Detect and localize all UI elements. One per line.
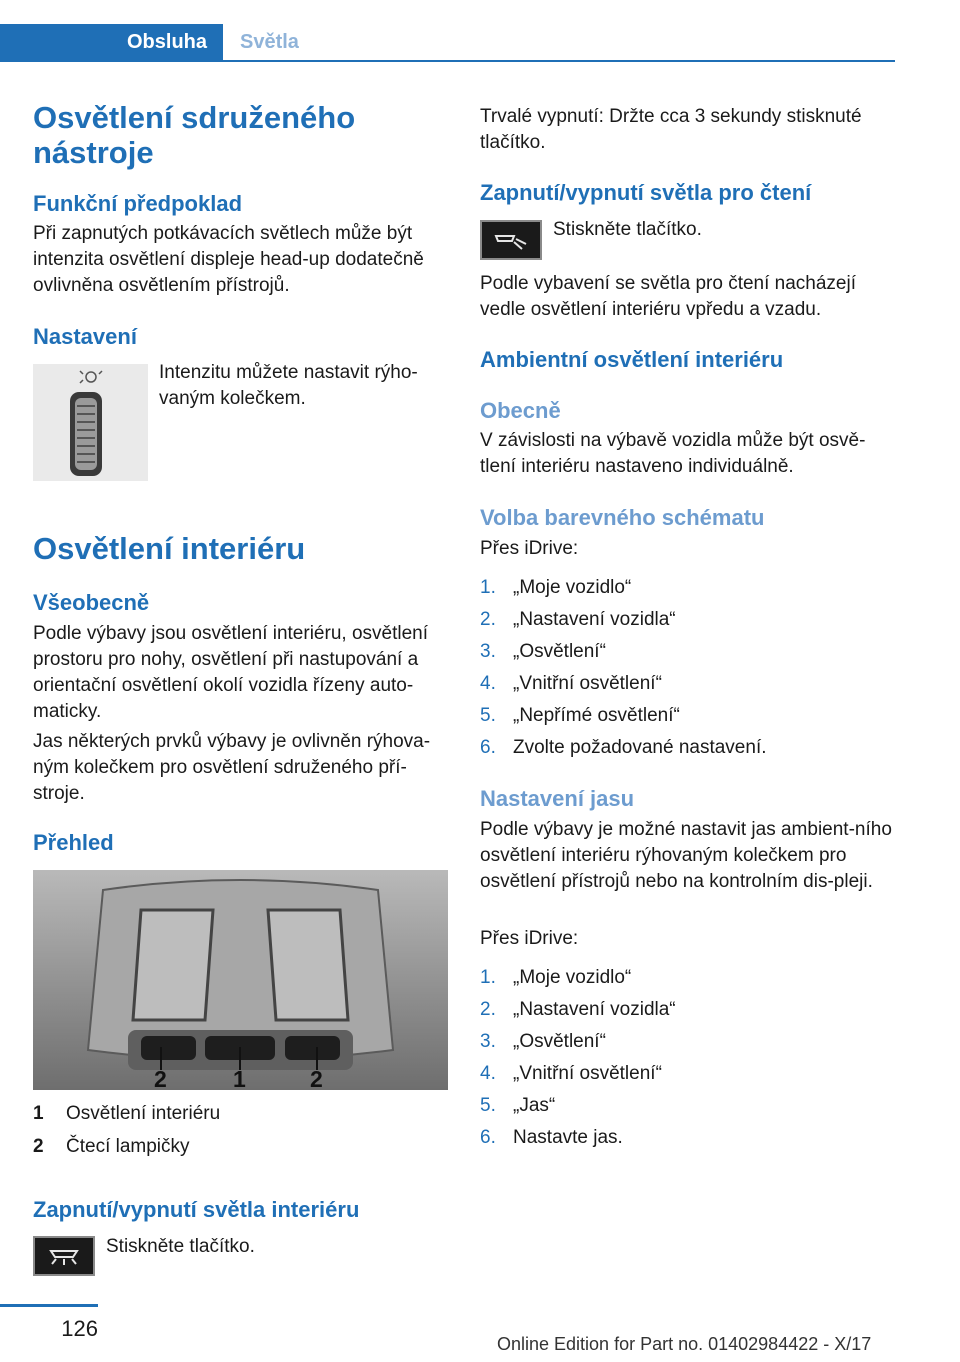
- step-text: Zvolte požadované nastavení.: [513, 737, 767, 758]
- heading-generally: Obecně: [480, 398, 561, 423]
- text-reading-location: Podle vybavení se světla pro čtení nacházejí vedle osvětlení interiéru vpředu a vzadu.: [480, 273, 857, 320]
- thumbwheel-figure: [33, 364, 148, 481]
- step-text: „Nepřímé osvětlení“: [513, 705, 680, 726]
- step-text: Nastavte jas.: [513, 1127, 623, 1148]
- tab-underline: [0, 60, 895, 62]
- list-item: [480, 572, 767, 604]
- list-item: [480, 1122, 676, 1154]
- step-num: 1.: [480, 577, 496, 598]
- tab-svetla[interactable]: Světla: [240, 30, 299, 53]
- heading-reading-light: Zapnutí/vypnutí světla pro čtení: [480, 180, 812, 205]
- legend-item: [33, 1130, 220, 1163]
- list-item: [480, 994, 676, 1026]
- text-toggle-interior: Stiskněte tlačítko.: [106, 1236, 255, 1257]
- step-text: „Jas“: [513, 1095, 556, 1116]
- step-text: „Osvětlení“: [513, 641, 606, 662]
- heading-setting: Nastavení: [33, 324, 137, 349]
- page-number: 126: [61, 1316, 98, 1341]
- step-num: 6.: [480, 1127, 496, 1148]
- heading-overview: Přehled: [33, 830, 114, 855]
- list-item: [480, 1058, 676, 1090]
- list-item: [480, 962, 676, 994]
- step-text: „Nastavení vozidla“: [513, 999, 676, 1020]
- thumbwheel-icon: [33, 364, 148, 481]
- list-item: [480, 732, 767, 764]
- step-num: 1.: [480, 967, 496, 988]
- step-num: 2.: [480, 999, 496, 1020]
- step-text: „Moje vozidlo“: [513, 967, 632, 988]
- page-number-bar: [0, 1304, 98, 1307]
- text-general-1: Podle výbavy jsou osvětlení interiéru, osvětlení prostoru pro nohy, osvětlení při nastupování a orientační osvětlení okolí vozidla řízeny auto-maticky.: [33, 623, 428, 722]
- heading-interior-lighting: Osvětlení interiéru: [33, 531, 306, 566]
- figure-legend: [33, 1097, 220, 1163]
- text-brightness: Podle výbavy je možné nastavit jas ambient-ního osvětlení interiéru rýhovaným kolečkem pro osvětlení přístrojů nebo na kontrolním dis-pleji.: [480, 819, 892, 892]
- step-num: 3.: [480, 641, 496, 662]
- interior-light-button-icon: [33, 1236, 95, 1276]
- list-item: [480, 604, 767, 636]
- heading-color-scheme: Volba barevného schématu: [480, 505, 765, 530]
- legend-num: 2: [33, 1135, 44, 1157]
- text-permanent-off: Trvalé vypnutí: Držte cca 3 sekundy stisknuté tlačítko.: [480, 106, 862, 153]
- text-via-idrive-2: Přes iDrive:: [480, 928, 579, 949]
- text-prerequisite: Při zapnutých potkávacích světlech může být intenzita osvětlení displeje head-up dodatečně ovlivněna osvětlením přístrojů.: [33, 223, 424, 296]
- heading-toggle-interior: Zapnutí/vypnutí světla interiéru: [33, 1197, 360, 1222]
- steps-brightness: [480, 962, 676, 1154]
- list-item: [480, 636, 767, 668]
- legend-text: Čtecí lampičky: [66, 1135, 190, 1157]
- list-item: [480, 668, 767, 700]
- header-tab-bar: [0, 24, 895, 62]
- steps-color-scheme: [480, 572, 767, 764]
- step-text: „Nastavení vozidla“: [513, 609, 676, 630]
- overhead-console-image: [33, 870, 448, 1090]
- callout-1: 1: [233, 1066, 246, 1090]
- step-num: 4.: [480, 673, 496, 694]
- step-num: 5.: [480, 705, 496, 726]
- footer-edition: Online Edition for Part no. 01402984422 - X/17: [497, 1334, 872, 1354]
- text-setting: Intenzitu můžete nastavit rýho-vaným kolečkem.: [159, 362, 418, 409]
- step-num: 3.: [480, 1031, 496, 1052]
- overhead-console-figure: [33, 870, 448, 1090]
- step-text: „Vnitřní osvětlení“: [513, 1063, 662, 1084]
- text-generally: V závislosti na výbavě vozidla může být osvě-tlení interiéru nastaveno individuálně.: [480, 430, 866, 477]
- step-num: 5.: [480, 1095, 496, 1116]
- callout-2-right: 2: [310, 1066, 323, 1090]
- heading-general: Všeobecně: [33, 590, 150, 615]
- list-item: [480, 700, 767, 732]
- heading-prerequisite: Funkční předpoklad: [33, 191, 243, 216]
- text-general-2: Jas některých prvků výbavy je ovlivněn rýhova-ným kolečkem pro osvětlení sdruženého pří-stroje.: [33, 731, 431, 804]
- list-item: [480, 1026, 676, 1058]
- legend-num: 1: [33, 1102, 44, 1124]
- step-num: 4.: [480, 1063, 496, 1084]
- reading-light-button-icon: [480, 220, 542, 260]
- legend-text: Osvětlení interiéru: [66, 1102, 221, 1124]
- heading-ambient: Ambientní osvětlení interiéru: [480, 347, 784, 372]
- text-reading-press: Stiskněte tlačítko.: [553, 219, 702, 240]
- step-text: „Osvětlení“: [513, 1031, 606, 1052]
- step-num: 2.: [480, 609, 496, 630]
- text-via-idrive-1: Přes iDrive:: [480, 538, 579, 559]
- heading-cluster-lighting: Osvětlení sdruženého nástroje: [33, 100, 356, 170]
- step-text: „Vnitřní osvětlení“: [513, 673, 662, 694]
- list-item: [480, 1090, 676, 1122]
- heading-brightness: Nastavení jasu: [480, 786, 635, 811]
- legend-item: [33, 1097, 220, 1130]
- callout-2-left: 2: [154, 1066, 167, 1090]
- tab-obsluha[interactable]: Obsluha: [0, 24, 223, 60]
- step-num: 6.: [480, 737, 496, 758]
- step-text: „Moje vozidlo“: [513, 577, 632, 598]
